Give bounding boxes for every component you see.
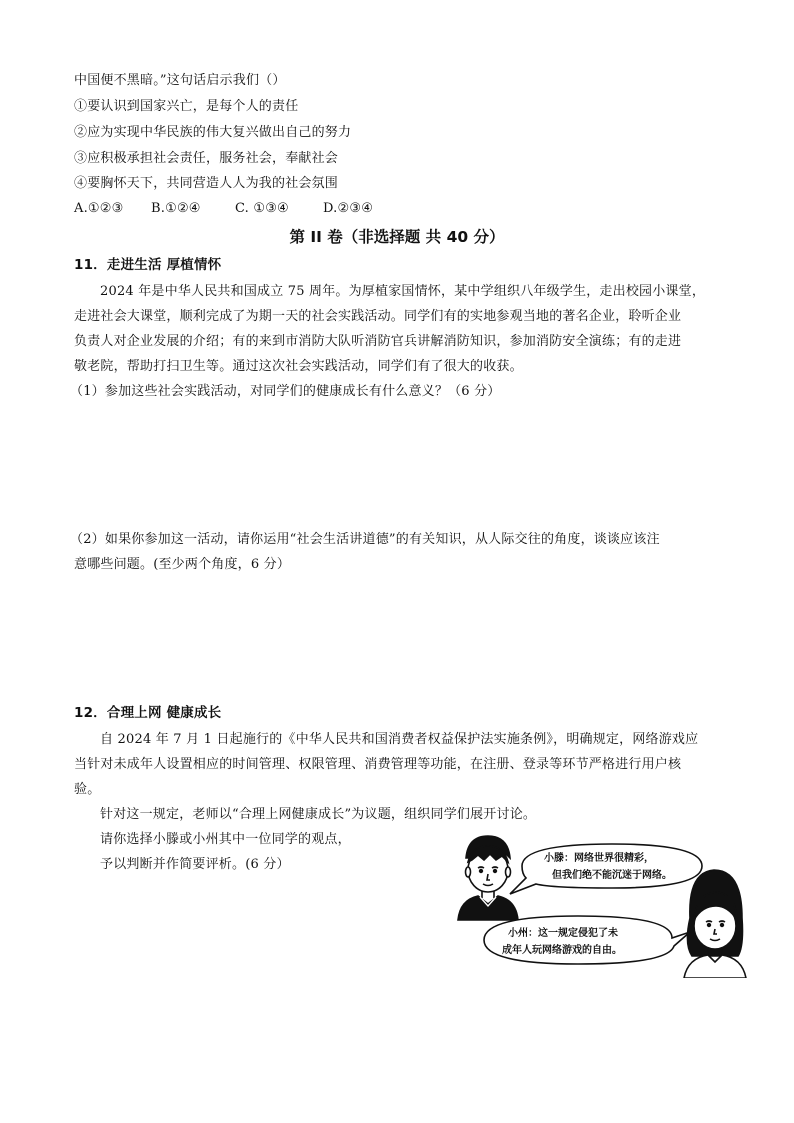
- q10-option-a: A.①②③: [74, 201, 124, 216]
- q10-option-c: C. ①③④: [235, 201, 289, 216]
- q10-item-1: ①要认识到国家兴亡，是每个人的责任: [74, 99, 299, 114]
- boy-bubble-line-1: 小滕：网络世界很精彩，: [544, 853, 654, 864]
- q12-para-2: 针对这一规定，老师以“合理上网健康成长”为议题，组织同学们展开讨论。: [100, 807, 537, 822]
- q10-option-b: B.①②④: [151, 201, 201, 216]
- q11-sub1: （1）参加这些社会实践活动，对同学们的健康成长有什么意义？（6 分）: [70, 384, 501, 399]
- q10-stem-end: 中国便不黑暗。”这句话启示我们（）: [74, 73, 286, 88]
- q11-material-line-4: 敬老院，帮助打扫卫生等。通过这次社会实践活动，同学们有了很大的收获。: [74, 359, 523, 374]
- q11-title: 11．走进生活 厚植情怀: [74, 257, 222, 273]
- section-title: 第 II 卷（非选择题 共 40 分）: [289, 228, 505, 246]
- q12-material-line-3: 验。: [74, 782, 101, 797]
- q11-material-line-3: 负责人对企业发展的介绍；有的来到市消防大队听消防官兵讲解消防知识，参加消防安全演练；有的走进: [74, 334, 682, 349]
- q10-option-d: D.②③④: [323, 201, 374, 216]
- boy-figure: [458, 836, 518, 920]
- q10-item-4: ④要胸怀天下，共同营造人人为我的社会氛围: [74, 176, 339, 191]
- q10-item-2: ②应为实现中华民族的伟大复兴做出自己的努力: [74, 125, 352, 140]
- boy-bubble-line-2: 但我们绝不能沉迷于网络。: [552, 870, 672, 881]
- q11-material-line-1: 2024 年是中华人民共和国成立 75 周年。为厚植家国情怀，某中学组织八年级学生，走出校园小课堂，: [100, 284, 706, 299]
- q12-material-line-2: 当针对未成年人设置相应的时间管理、权限管理、消费管理等功能，在注册、登录等环节严格进行用户核: [74, 757, 682, 772]
- q12-title: 12．合理上网 健康成长: [74, 705, 222, 721]
- girl-bubble-line-2: 成年人玩网络游戏的自由。: [502, 945, 622, 956]
- q12-material-line-1: 自 2024 年 7 月 1 日起施行的《中华人民共和国消费者权益保护法实施条例》，明确规定，网络游戏应: [100, 732, 699, 747]
- cartoon-illustration: [452, 828, 752, 978]
- q10-item-3: ③应积极承担社会责任，服务社会，奉献社会: [74, 151, 339, 166]
- girl-bubble-line-1: 小州：这一规定侵犯了未: [508, 928, 618, 939]
- q11-material-line-2: 走进社会大课堂，顺利完成了为期一天的社会实践活动。同学们有的实地参观当地的著名企业，聆听企业: [74, 309, 682, 324]
- q12-para-3-line-2: 予以判断并作简要评析。(6 分）: [100, 857, 290, 872]
- q11-sub2-line-2: 意哪些问题。(至少两个角度，6 分）: [74, 557, 291, 572]
- q10-options: [74, 200, 373, 218]
- girl-speech-bubble: [484, 916, 690, 964]
- girl-figure: [684, 870, 746, 978]
- q11-sub2-line-1: （2）如果你参加这一活动，请你运用“社会生活讲道德”的有关知识，从人际交往的角度，谈谈应该注: [70, 532, 660, 547]
- boy-speech-bubble: [510, 844, 702, 894]
- q12-para-3-line-1: 请你选择小滕或小州其中一位同学的观点，: [100, 832, 351, 847]
